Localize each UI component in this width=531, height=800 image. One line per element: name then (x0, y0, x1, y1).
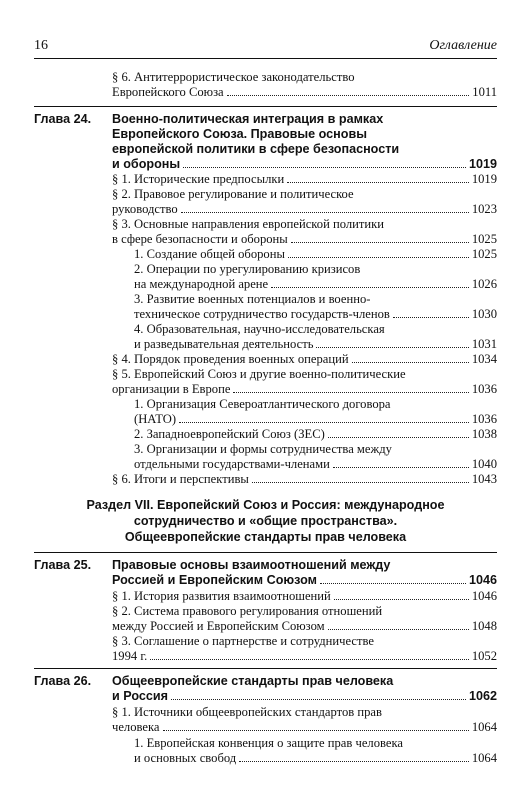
dot-leader (163, 730, 469, 731)
toc-entry-line: § 2. Система правового регулирования отношений (112, 604, 383, 618)
dot-leader (393, 317, 469, 318)
toc-entry-text: в сфере безопасности и обороны (112, 232, 288, 246)
toc-entry-line: § 3. Соглашение о партнерстве и сотрудничестве (112, 634, 374, 648)
chapter-title-line: европейской политики в сфере безопасности (112, 142, 400, 156)
toc-entry (112, 352, 497, 367)
toc-entry-line: 2. Операции по урегулированию кризисов (134, 262, 361, 276)
toc-entry (112, 202, 497, 217)
running-title: Оглавление (429, 38, 497, 53)
dot-leader (334, 599, 469, 600)
chapter-title-line: Правовые основы взаимоотношений между (112, 558, 391, 572)
toc-page: 1030 (471, 307, 497, 321)
toc-page: 1064 (471, 751, 497, 765)
dot-leader (291, 242, 469, 243)
toc-page: 1048 (471, 619, 497, 633)
toc-page: 1036 (471, 382, 497, 396)
toc-entry-line: § 1. Источники общеевропейских стандартов прав (112, 705, 382, 719)
chapter-title-line: Россией и Европейским Союзом (112, 573, 317, 587)
toc-subentry (134, 412, 497, 427)
toc-page: 1040 (471, 457, 497, 471)
dot-leader (352, 362, 469, 363)
dot-leader (171, 699, 466, 700)
toc-entry-line: § 5. Европейский Союз и другие военно-политические (112, 367, 406, 381)
page-number: 16 (34, 38, 48, 53)
running-header (34, 36, 497, 56)
chapter-entry (112, 573, 497, 588)
section-heading-line: Общеевропейские стандарты прав человека (124, 530, 407, 544)
toc-entry (112, 589, 497, 604)
toc-subentry (134, 307, 497, 322)
section-heading-line: Раздел VII. Европейский Союз и Россия: международное (86, 498, 445, 512)
toc-page: 1023 (471, 202, 497, 216)
dot-leader (271, 287, 469, 288)
toc-page: 1025 (471, 232, 497, 246)
toc-page: 1011 (472, 85, 497, 99)
dot-leader (150, 659, 469, 660)
chapter-title-line: Общеевропейские стандарты прав человека (112, 674, 394, 688)
toc-page: 1052 (471, 649, 497, 663)
header-rule (34, 58, 497, 59)
dot-leader (179, 422, 469, 423)
toc-page: 1026 (471, 277, 497, 291)
toc-entry (112, 85, 497, 100)
dot-leader (181, 212, 469, 213)
toc-entry-text: техническое сотрудничество государств-членов (134, 307, 390, 321)
dot-leader (252, 482, 469, 483)
toc-entry-line: 1. Организация Североатлантического договора (134, 397, 391, 411)
dot-leader (288, 257, 469, 258)
toc-subentry (134, 277, 497, 292)
dot-leader (239, 761, 469, 762)
toc-entry (112, 232, 497, 247)
toc-entry (112, 720, 497, 735)
toc-entry-line: § 2. Правовое регулирование и политическое (112, 187, 354, 201)
toc-subentry (134, 457, 497, 472)
toc-page: 1019 (471, 172, 497, 186)
toc-entry-text: и разведывательная деятельность (134, 337, 314, 351)
toc-entry-line: § 3. Основные направления европейской политики (112, 217, 384, 231)
dot-leader (287, 182, 469, 183)
chapter-rule (34, 552, 497, 553)
toc-entry-text: 2. Западноевропейский Союз (ЗЕС) (134, 427, 325, 441)
dot-leader (333, 467, 469, 468)
dot-leader (316, 347, 468, 348)
dot-leader (183, 167, 466, 168)
toc-entry-line: 4. Образовательная, научно-исследовательская (134, 322, 385, 336)
toc-entry (112, 649, 497, 664)
chapter-title-line: Европейского Союза. Правовые основы (112, 127, 367, 141)
chapter-label: Глава 26. (34, 674, 92, 688)
section-heading-line: сотрудничество и «общие пространства». (133, 514, 398, 528)
chapter-label: Глава 25. (34, 558, 92, 572)
chapter-label: Глава 24. (34, 112, 92, 126)
toc-entry-text: 1994 г. (112, 649, 148, 663)
toc-entry-line: 3. Развитие военных потенциалов и военно- (134, 292, 371, 306)
chapter-rule (34, 668, 497, 669)
toc-entry (112, 472, 497, 487)
toc-entry-line: § 6. Антитеррористическое законодательство (112, 70, 355, 84)
toc-subentry (134, 751, 497, 766)
toc-page: 1064 (471, 720, 497, 734)
dot-leader (328, 629, 469, 630)
toc-entry-text: на международной арене (134, 277, 269, 291)
chapter-title-line: и Россия (112, 689, 168, 703)
chapter-title-line: Военно-политическая интеграция в рамках (112, 112, 384, 126)
dot-leader (320, 583, 466, 584)
toc-entry-text: § 1. История развития взаимоотношений (112, 589, 331, 603)
chapter-rule (34, 106, 497, 107)
toc-entry-text: между Россией и Европейским Союзом (112, 619, 325, 633)
toc-entry-text: § 4. Порядок проведения военных операций (112, 352, 349, 366)
toc-subentry (134, 337, 497, 352)
toc-entry-text: Европейского Союза (112, 85, 224, 99)
toc-page: 1038 (471, 427, 497, 441)
toc-entry-text: руководство (112, 202, 178, 216)
toc-subentry (134, 247, 497, 262)
toc-page: 1034 (471, 352, 497, 366)
toc-subentry (134, 427, 497, 442)
section-heading (34, 497, 497, 545)
toc-page: 1043 (471, 472, 497, 486)
toc-page: 1036 (471, 412, 497, 426)
toc-page: 1046 (471, 589, 497, 603)
toc-entry-text: 1. Создание общей обороны (134, 247, 285, 261)
toc-entry-text: (НАТО) (134, 412, 177, 426)
toc-page: 1031 (471, 337, 497, 351)
toc-page: 1025 (471, 247, 497, 261)
dot-leader (328, 437, 469, 438)
toc-page: 1019 (468, 157, 497, 171)
toc-entry-text: § 6. Итоги и перспективы (112, 472, 249, 486)
toc-entry-line: 1. Европейская конвенция о защите прав человека (134, 736, 403, 750)
toc-entry (112, 172, 497, 187)
toc-entry (112, 619, 497, 634)
dot-leader (233, 392, 468, 393)
toc-page: 1062 (468, 689, 497, 703)
chapter-entry (112, 689, 497, 704)
chapter-title-line: и обороны (112, 157, 181, 171)
chapter-entry (112, 157, 497, 172)
toc-entry-text: и основных свобод (134, 751, 237, 765)
toc-entry-text: отдельными государствами-членами (134, 457, 330, 471)
toc-page: 1046 (468, 573, 497, 587)
toc-entry-text: человека (112, 720, 160, 734)
toc-entry-text: организации в Европе (112, 382, 231, 396)
toc-entry-line: 3. Организации и формы сотрудничества между (134, 442, 392, 456)
toc-entry (112, 382, 497, 397)
dot-leader (227, 95, 470, 96)
toc-entry-text: § 1. Исторические предпосылки (112, 172, 285, 186)
